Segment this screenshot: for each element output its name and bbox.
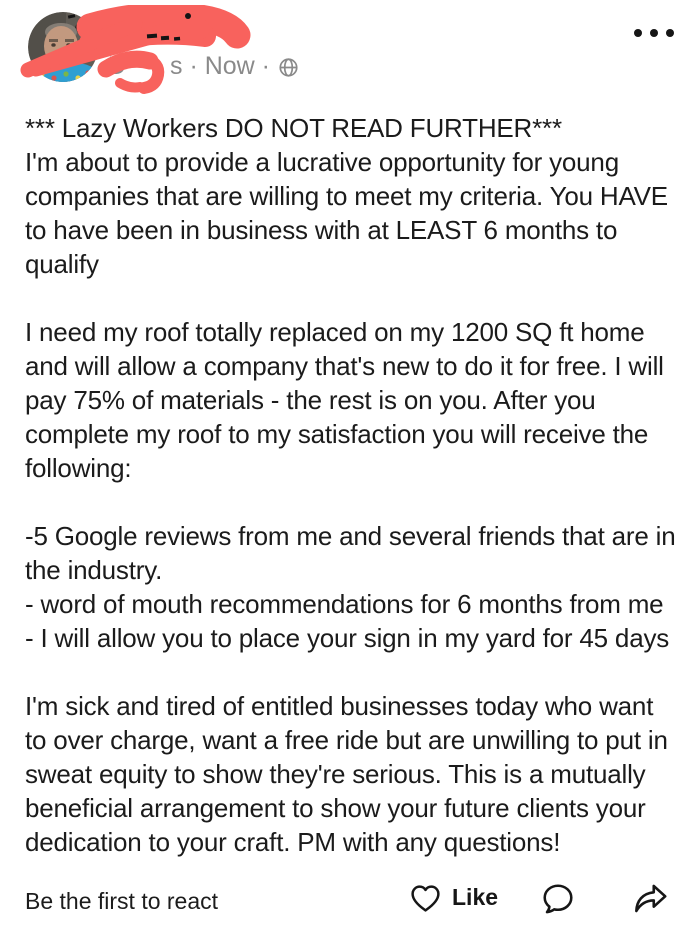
globe-icon [278, 57, 299, 78]
post-text-line: I'm about to provide a lucrative opportunity for young [25, 147, 619, 177]
paragraph [25, 315, 697, 485]
post-text-line: dedication to your craft. PM with any questions! [25, 827, 561, 857]
post-body [25, 111, 697, 859]
comment-icon [541, 882, 575, 915]
post-text-line: to over charge, want a free ride but are unwilling to put in [25, 725, 668, 755]
post-options-menu-icon[interactable] [634, 22, 674, 44]
post-text-line: I'm sick and tired of entitled businesses today who want [25, 691, 654, 721]
reaction-bar [0, 880, 700, 920]
post-text-line: companies that are willing to meet my criteria. You HAVE [25, 181, 668, 211]
covered-name-fragment: D [108, 52, 127, 80]
post-text-line: to have been in business with at LEAST 6 months to [25, 215, 618, 245]
post-text-line: sweat equity to show they're serious. This is a mutually [25, 759, 646, 789]
meta-text: s · Now · [170, 52, 270, 80]
paragraph [25, 111, 697, 281]
like-label: Like [452, 884, 499, 910]
post-text-line: beneficial arrangement to show your future clients your [25, 793, 646, 823]
post-text-line: -5 Google reviews from me and several friends that are in [25, 521, 676, 551]
share-icon [632, 882, 669, 915]
paragraph [25, 689, 697, 859]
post-text-line: qualify [25, 249, 99, 279]
post-text-line: I need my roof totally replaced on my 1200 SQ ft home [25, 317, 645, 347]
react-prompt: Be the first to react [25, 888, 219, 914]
post-text-line: - I will allow you to place your sign in my yard for 45 days [25, 623, 670, 653]
paragraph [25, 519, 697, 655]
avatar-photo [28, 12, 98, 82]
post-text-line: pay 75% of materials - the rest is on you. After you [25, 385, 596, 415]
like-button[interactable] [409, 882, 498, 913]
avatar[interactable] [28, 12, 98, 82]
share-button[interactable] [632, 882, 669, 918]
post-text-line: following: [25, 453, 132, 483]
post-text-line: - word of mouth recommendations for 6 months from me [25, 589, 664, 619]
post-text-line: complete my roof to my satisfaction you will receive the [25, 419, 649, 449]
heart-icon [409, 882, 442, 913]
post-text-line: the industry. [25, 555, 163, 585]
post-meta[interactable] [170, 52, 299, 81]
comment-button[interactable] [541, 882, 575, 918]
post-text-line: and will allow a company that's new to do it for free. I will [25, 351, 664, 381]
post-text-line: *** Lazy Workers DO NOT READ FURTHER*** [25, 113, 562, 143]
